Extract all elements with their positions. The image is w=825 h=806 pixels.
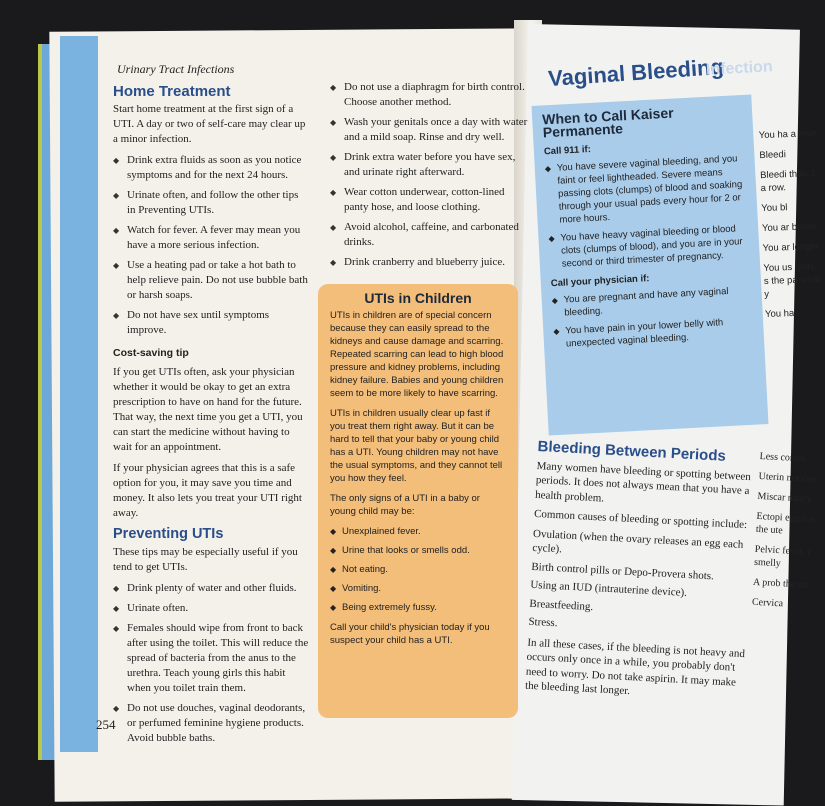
preventing-title: Preventing UTIs (113, 526, 224, 542)
list-item: Bleedi (759, 149, 787, 162)
list-item: ◆ Females should wipe from front to back after using the toilet. This will reduce the spread of bacteria from the anus to the urethra. Teach young girls this habit when you toilet train them. (113, 621, 309, 696)
list-item: ◆ Not eating. (330, 563, 506, 576)
list-item: ◆ Avoid alcohol, caffeine, and carbonated drinks. (330, 220, 530, 250)
list-item: Bleedi than 1 a row. (759, 168, 816, 195)
list-item: ◆ Do not use douches, vaginal deodorants, or perfumed feminine hygiene products. Avoid bubble baths. (113, 701, 309, 746)
list-item: ◆ You have heavy vaginal bleeding or blood clots (clumps of blood), and you are in your second or third trimester of pregnancy. (548, 222, 750, 271)
when-to-call-box (532, 94, 769, 435)
list-item: Stress. (528, 615, 558, 630)
list-item: Less comm (759, 450, 806, 465)
call-911-list (544, 152, 749, 271)
list-item: ◆ Urinate often. (113, 601, 309, 616)
page-number: 254 (96, 717, 116, 732)
right-page-title: Vaginal Bleeding (547, 53, 725, 92)
preventing-list (113, 581, 309, 746)
list-item: You bl (761, 202, 788, 215)
cost-saving-p2: If your physician agrees that this is a safe option for you, it may save you time and money. It also lets you treat your UTI right away. (113, 462, 302, 519)
call-physician-label: Call your physician if: (550, 273, 650, 290)
list-item: You ha (764, 307, 795, 320)
list-item: Ovulation (when the ovary releases an egg each cycle). (532, 527, 744, 556)
list-item: Pelvic fever, c smelly (753, 543, 813, 570)
list-item: ◆ Urinate often, and follow the other tips in Preventing UTIs. (113, 188, 309, 218)
preventing-intro: These tips may be especially useful if you tend to get UTIs. (113, 546, 298, 573)
bleeding-p3: In all these cases, if the bleeding is not heavy and occurs only once in a while, you probably don't need to worry. Do not take aspirin. It may make the bleeding last longer. (524, 636, 746, 698)
list-item: You ar longer (762, 241, 820, 255)
list-item: Ectopi egg has the ute (755, 510, 816, 537)
list-item: ◆ Urine that looks or smells odd. (330, 544, 506, 557)
bleeding-between-periods (524, 440, 757, 710)
list-item: You ar betwe (761, 221, 818, 235)
ghost-title: Infection (705, 58, 774, 79)
left-column (113, 84, 309, 751)
list-item: You ha a feve (758, 128, 817, 142)
children-box-p2: UTIs in children usually clear up fast if you treat them right away. But it can be hard to tell that your baby or young child has a UTI. Young children may not have the usual symptoms, and they cannot tell you how they feel. (330, 408, 503, 484)
when-to-call-title: When to Call Kaiser Permanente (541, 104, 674, 141)
list-item: ◆ Wear cotton underwear, cotton-lined panty hose, and loose clothing. (330, 185, 530, 215)
list-item: ◆ Unexplained fever. (330, 525, 506, 538)
list-item: ◆ You have pain in your lower belly with unexpected vaginal bleeding. (553, 315, 754, 351)
list-item: ◆ Do not use a diaphragm for birth control. Choose another method. (330, 80, 530, 110)
list-item: ◆ Drink extra water before you have sex, and urinate right afterward. (330, 150, 530, 180)
home-treatment-title: Home Treatment (113, 83, 231, 100)
call-physician-list (551, 284, 754, 351)
children-box-p4: Call your child's physician today if you suspect your child has a UTI. (330, 622, 490, 646)
children-box-p3: The only signs of a UTI in a baby or young child may be: (330, 493, 480, 517)
list-item: Using an IUD (intrauterine device). (530, 578, 688, 599)
utis-in-children-box (318, 284, 518, 718)
list-item: Breastfeeding. (529, 597, 594, 613)
cut-off-column-2 (751, 450, 820, 619)
list-item: ◆ You are pregnant and have any vaginal bleeding. (551, 284, 752, 320)
cut-off-column (759, 127, 825, 328)
children-box-p1: UTIs in children are of special concern because they can easily spread to the kidneys and cause damage and scarring. Repeated scarring can lead to high blood pressure and kidney problems, including kidney failure. Babies and young children seem to be more likely to have scarring. (330, 310, 504, 399)
list-item: Cervica (751, 596, 784, 610)
list-item: ◆ Do not have sex until symptoms improve. (113, 308, 309, 338)
list-item: You us (pills, s the pa what y (763, 261, 821, 301)
list-item: ◆ Drink extra fluids as soon as you notice symptoms and for the next 24 hours. (113, 153, 309, 183)
list-item: ◆ Use a heating pad or take a hot bath to help relieve pain. Do not use bubble bath or harsh soaps. (113, 258, 309, 303)
list-item: ◆ Drink cranberry and blueberry juice. (330, 255, 530, 270)
list-item: ◆ You have severe vaginal bleeding, and you faint or feel lightheaded. Severe means passing clots (clumps) of blood and soaking through your usual pads every hour for 2 or more hours. (544, 152, 747, 227)
bleeding-causes-list (528, 526, 753, 640)
home-treatment-list (113, 153, 309, 338)
cost-saving-title: Cost-saving tip (113, 347, 189, 359)
list-item: ◆ Watch for fever. A fever may mean you have a more serious infection. (113, 223, 309, 253)
call-911-label: Call 911 if: (543, 143, 592, 158)
bleeding-p1: Many women have bleeding or spotting between periods. It does not always mean that you have a health problem. (534, 459, 752, 505)
bleeding-p2: Common causes of bleeding or spotting include: (533, 507, 748, 532)
children-box-title: UTIs in Children (364, 290, 472, 306)
list-item: ◆ Being extremely fussy. (330, 601, 506, 614)
list-item: Birth control pills or Depo-Provera shots. (531, 560, 715, 582)
list-item: Uterin not can (758, 470, 817, 485)
right-column-left-page (330, 80, 530, 275)
list-item: ◆ Drink plenty of water and other fluids. (113, 581, 309, 596)
list-item: Miscar nancy (757, 490, 812, 505)
list-item: ◆ Vomiting. (330, 582, 506, 595)
list-item: ◆ Wash your genitals once a day with water and a mild soap. Rinse and dry well. (330, 115, 530, 145)
running-header: Urinary Tract Infections (117, 62, 235, 76)
bleeding-title: Bleeding Between Periods (537, 438, 727, 465)
cost-saving-p1: If you get UTIs often, ask your physician whether it would be okay to get an extra prescription to have on hand for the future. That way, the next time you get a UTI, you can start the medicine without having to wait for an appointment. (113, 366, 303, 453)
preventing-list-continued (330, 80, 530, 270)
left-margin-band (60, 36, 98, 752)
home-treatment-intro: Start home treatment at the first sign of a UTI. A day or two of self-care may clear up a minor infection. (113, 103, 306, 145)
children-signs-list (330, 525, 506, 614)
list-item: A prob the ute (752, 576, 811, 591)
